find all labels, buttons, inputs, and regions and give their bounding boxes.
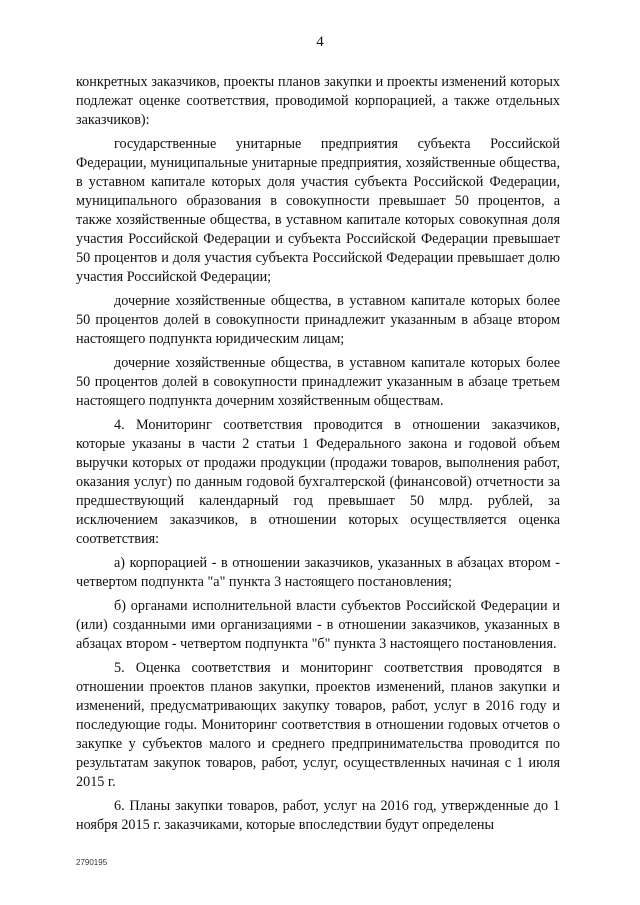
paragraph-item-6: 6. Планы закупки товаров, работ, услуг на 2016 год, утвержденные до 1 ноября 2015 г. заказчиками, которые впоследствии будут определены xyxy=(76,798,560,833)
paragraph-item-4a: а) корпорацией - в отношении заказчиков, указанных в абзацах втором - четвертом подпункта "а" пункта 3 настоящего постановления; xyxy=(76,555,560,590)
paragraph-subsidiaries-third: дочерние хозяйственные общества, в уставном капитале которых более 50 процентов долей в совокупности принадлежит указанным в абзаце третьем настоящего подпункта дочерним хозяйственным обществам. xyxy=(76,355,560,409)
paragraph-item-4: 4. Мониторинг соответствия проводится в отношении заказчиков, которые указаны в части 2 статьи 1 Федерального закона и годовой объем выручки которых от продажи продукции (продажи товаров, выполнения работ, оказания услуг) по данным годовой бухгалтерской (финансовой) отчетности за предшествующий календарный год превышает 50 млрд. рублей, за исключением заказчиков, в отношении которых осуществляется оценка соответствия: xyxy=(76,417,560,547)
page-number: 4 xyxy=(316,34,324,50)
paragraph-subsidiaries-second: дочерние хозяйственные общества, в уставном капитале которых более 50 процентов долей в совокупности принадлежит указанным в абзаце втором настоящего подпункта юридическим лицам; xyxy=(76,293,560,347)
paragraph-item-5: 5. Оценка соответствия и мониторинг соответствия проводятся в отношении проектов планов закупки, проектов изменений, планов закупки и изменений, предусматривающих закупку товаров, работ, услуг в 2016 году и последующие годы. Мониторинг соответствия в отношении годовых отчетов о закупке у субъектов малого и среднего предпринимательства проводится по результатам закупок товаров, работ, услуг, осуществленных начиная с 1 июля 2015 г. xyxy=(76,660,560,790)
paragraph-continuation: конкретных заказчиков, проекты планов закупки и проекты изменений которых подлежат оценке соответствия, проводимой корпорацией, а также отдельных заказчиков): xyxy=(76,74,560,128)
paragraph-item-4b: б) органами исполнительной власти субъектов Российской Федерации и (или) созданными ими организациями - в отношении заказчиков, указанных в абзацах втором - четвертом подпункта "б" пункта 3 настоящего постановления. xyxy=(76,598,560,652)
paragraph-state-enterprises: государственные унитарные предприятия субъекта Российской Федерации, муниципальные унитарные предприятия, хозяйственные общества, в уставном капитале которых доля участия субъекта Российской Федерации, муниципального образования в совокупности превышает 50 процентов, а также хозяйственные общества, в уставном капитале которых совокупная доля участия Российской Федерации и субъекта Российской Федерации превышает 50 процентов и доля участия субъекта Российской Федерации превышает долю участия Российской Федерации; xyxy=(76,136,560,285)
document-code: 2790195 xyxy=(76,858,108,867)
document-body xyxy=(76,73,560,835)
